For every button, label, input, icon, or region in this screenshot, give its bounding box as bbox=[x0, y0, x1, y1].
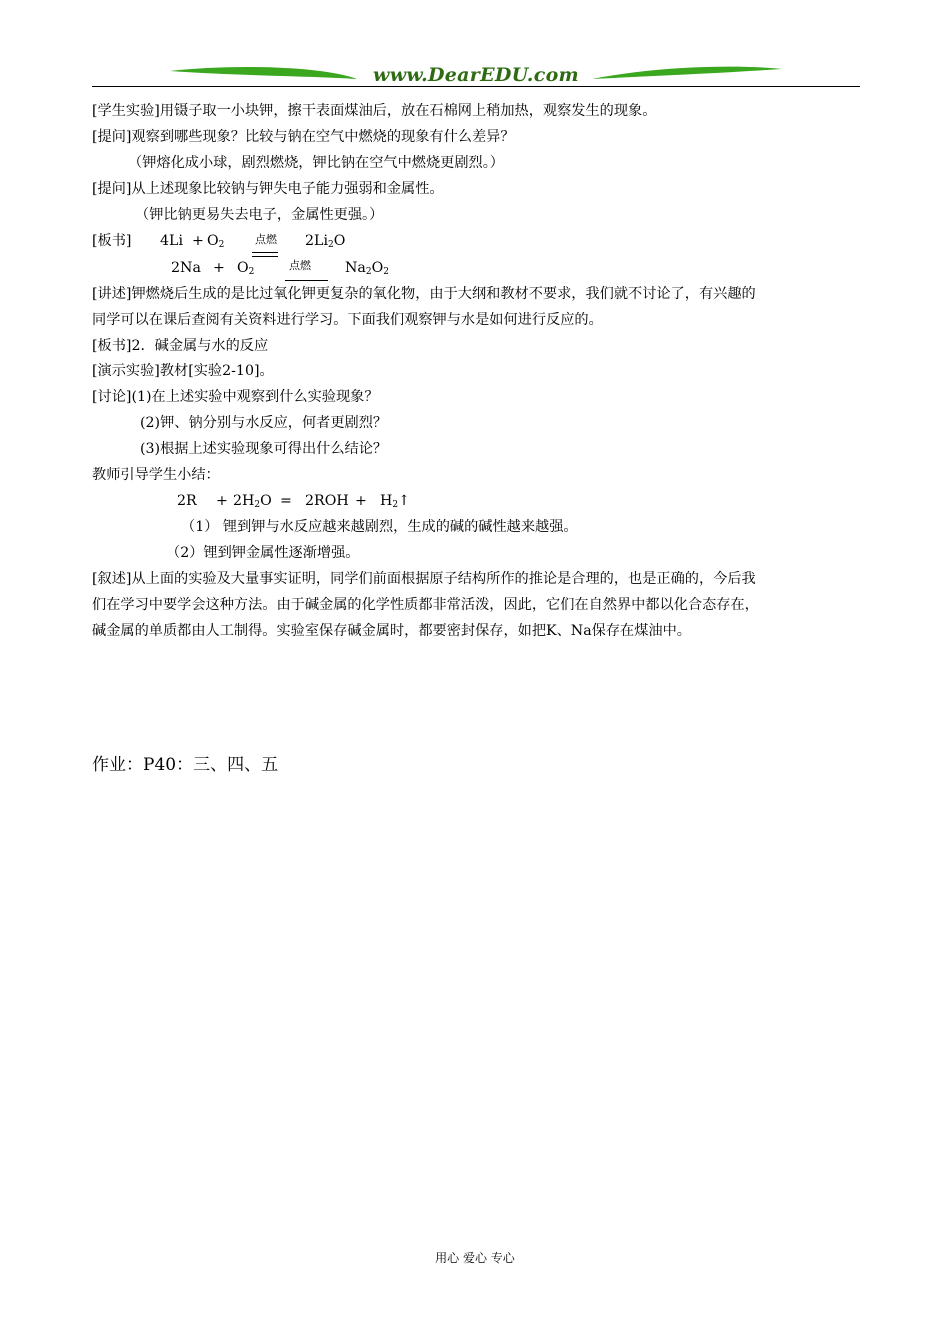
gas-arrow-icon: ↑ bbox=[398, 493, 410, 509]
reactant: 2Na bbox=[171, 260, 201, 276]
reactant: $2H_2O$ bbox=[233, 493, 272, 510]
summary-item: （1） 锂到钾与水反应越来越剧烈，生成的碱的碱性越来越强。 bbox=[181, 519, 578, 535]
homework-line: 作业：P40：三、四、五 bbox=[92, 755, 279, 775]
text-line: [提问]观察到哪些现象？比较与钠在空气中燃烧的现象有什么差异？ bbox=[92, 129, 515, 145]
reaction-condition: 点燃 bbox=[289, 259, 311, 272]
reactant: 4Li bbox=[160, 233, 183, 249]
reaction-condition: 点燃 bbox=[255, 233, 277, 246]
text-line: 们在学习中要学会这种方法。由于碱金属的化学性质都非常活泼，因此，它们在自然界中都以化合态存在， bbox=[92, 597, 759, 613]
text-line: （钾熔化成小球，剧烈燃烧，钾比钠在空气中燃烧更剧烈。） bbox=[128, 155, 504, 171]
text-line: 同学可以在课后查阅有关资料进行学习。下面我们观察钾与水是如何进行反应的。 bbox=[92, 312, 603, 328]
summary-item: （2）锂到钾金属性逐渐增强。 bbox=[166, 545, 360, 561]
text-line: [讨论](1)在上述实验中观察到什么实验现象？ bbox=[92, 389, 379, 405]
product: 2ROH bbox=[305, 493, 349, 509]
text-line: (3)根据上述实验现象可得出什么结论？ bbox=[140, 441, 388, 457]
plus-sign: + bbox=[216, 493, 228, 509]
equals-bar bbox=[252, 252, 278, 257]
reactant: $O_2$ bbox=[207, 233, 225, 250]
product: $H_2↑$ bbox=[380, 493, 410, 510]
text-line: [学生实验]用镊子取一小块钾，擦干表面煤油后，放在石棉网上稍加热，观察发生的现象。 bbox=[92, 103, 657, 119]
text-line: 教师引导学生小结： bbox=[92, 467, 220, 483]
equals-bar bbox=[285, 280, 328, 281]
text-line: [提问]从上述现象比较钠与钾失电子能力强弱和金属性。 bbox=[92, 181, 444, 197]
header-rule bbox=[92, 86, 860, 87]
text-line: [叙述]从上面的实验及大量事实证明，同学们前面根据原子结构所作的推论是合理的，也是正确的，今后我 bbox=[92, 571, 756, 587]
text-line: (2)钾、钠分别与水反应，何者更剧烈？ bbox=[140, 415, 388, 431]
equals-sign: = bbox=[280, 493, 292, 509]
reactant: $O_2$ bbox=[237, 260, 255, 277]
product: $2Li_2O$ bbox=[305, 233, 346, 250]
text-line: [讲述]钾燃烧后生成的是比过氧化钾更复杂的氧化物，由于大纲和教材不要求，我们就不讨论了，有兴趣的 bbox=[92, 286, 756, 302]
board-label: [板书] bbox=[92, 233, 132, 249]
site-logo-text: www.DearEDU.com bbox=[373, 64, 579, 86]
text-line: [板书]2．碱金属与水的反应 bbox=[92, 338, 269, 354]
product: $Na_2O_2$ bbox=[345, 260, 389, 277]
text-line: [演示实验]教材[实验2-10]。 bbox=[92, 363, 274, 379]
text-line: 碱金属的单质都由人工制得。实验室保存碱金属时，都要密封保存，如把K、Na保存在煤油中。 bbox=[92, 623, 691, 639]
page-footer: 用心 爱心 专心 bbox=[435, 1251, 515, 1265]
plus-sign: + bbox=[213, 260, 225, 276]
plus-sign: + bbox=[355, 493, 367, 509]
plus-sign: + bbox=[192, 233, 204, 249]
reactant: 2R bbox=[177, 493, 197, 509]
text-line: （钾比钠更易失去电子，金属性更强。） bbox=[135, 207, 384, 223]
